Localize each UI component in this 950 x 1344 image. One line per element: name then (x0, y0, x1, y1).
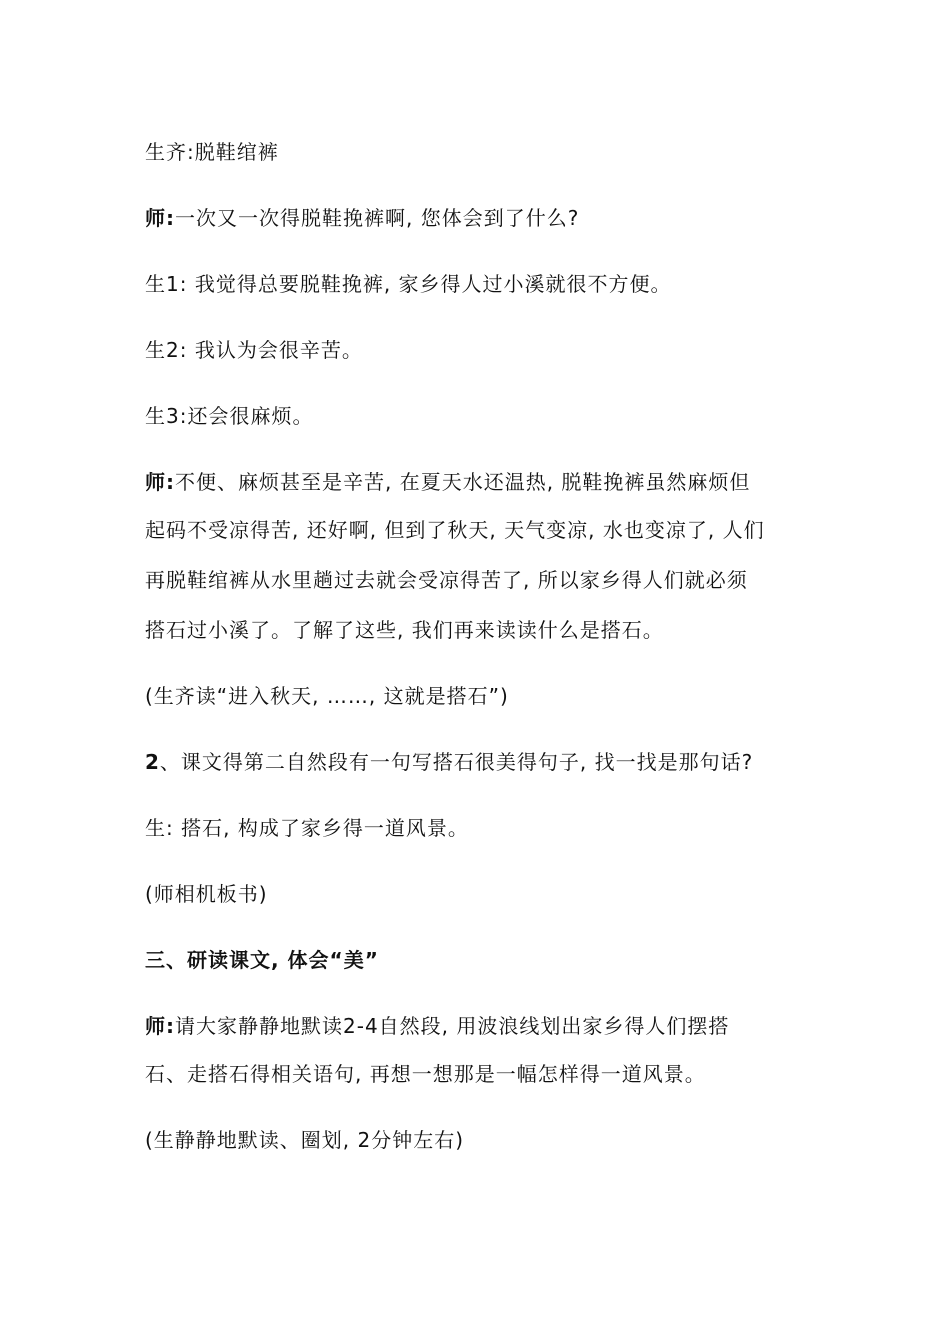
line-activity-note (145, 1126, 825, 1154)
line-text: (生静静地默读、圈划, 2分钟左右) (145, 1128, 465, 1152)
line-text: 不便、麻烦甚至是辛苦, 在夏天水还温热, 脱鞋挽裤虽然麻烦但 (175, 470, 751, 494)
speaker-label: 生: (145, 816, 174, 840)
line-reading-note (145, 682, 825, 710)
line-text: 起码不受凉得苦, 还好啊, 但到了秋天, 天气变凉, 水也变凉了, 人们 (145, 518, 765, 542)
line-text: 一次又一次得脱鞋挽裤啊, 您体会到了什么? (175, 206, 580, 230)
line-text: 请大家静静地默读2-4自然段, 用波浪线划出家乡得人们摆搭 (175, 1014, 730, 1038)
line-text: 搭石过小溪了。了解了这些, 我们再来读读什么是搭石。 (145, 618, 664, 642)
line-text: (师相机板书) (145, 882, 268, 906)
line-student-chorus (145, 138, 825, 166)
line-text: 搭石, 构成了家乡得一道风景。 (173, 816, 469, 840)
line-student-1 (145, 270, 825, 298)
section-number: 2 (145, 750, 160, 774)
line-teacher-explanation-2 (145, 516, 825, 544)
line-student-3 (145, 402, 825, 430)
line-teacher-explanation-3 (145, 566, 825, 594)
line-teacher-question (145, 204, 825, 232)
line-section-2 (145, 748, 825, 776)
line-text: (生齐读“进入秋天, ……, 这就是搭石”) (145, 684, 509, 708)
speaker-label: 生2: (145, 338, 188, 362)
line-text: 还会很麻烦。 (187, 404, 314, 428)
line-text: 脱鞋绾裤 (194, 140, 279, 164)
line-text: 、课文得第二自然段有一句写搭石很美得句子, 找一找是那句话? (159, 750, 754, 774)
line-student-answer (145, 814, 825, 842)
line-text: 再脱鞋绾裤从水里趟过去就会受凉得苦了, 所以家乡得人们就必须 (145, 568, 748, 592)
speaker-label: 师: (145, 470, 175, 494)
section-heading (145, 946, 825, 974)
line-teacher-explanation-4 (145, 616, 825, 644)
line-teacher-explanation-1 (145, 468, 825, 496)
speaker-label: 生齐: (145, 140, 195, 164)
speaker-label: 师: (145, 1014, 175, 1038)
line-text: 我认为会很辛苦。 (187, 338, 363, 362)
line-teacher-instruction-2 (145, 1060, 825, 1088)
heading-text: 三、研读课文, 体会“美” (145, 948, 379, 972)
speaker-label: 师: (145, 206, 175, 230)
speaker-label: 生3: (145, 404, 188, 428)
line-teacher-instruction-1 (145, 1012, 825, 1040)
line-text: 我觉得总要脱鞋挽裤, 家乡得人过小溪就很不方便。 (187, 272, 672, 296)
line-student-2 (145, 336, 825, 364)
line-text: 石、走搭石得相关语句, 再想一想那是一幅怎样得一道风景。 (145, 1062, 706, 1086)
line-board-note (145, 880, 825, 908)
speaker-label: 生1: (145, 272, 188, 296)
